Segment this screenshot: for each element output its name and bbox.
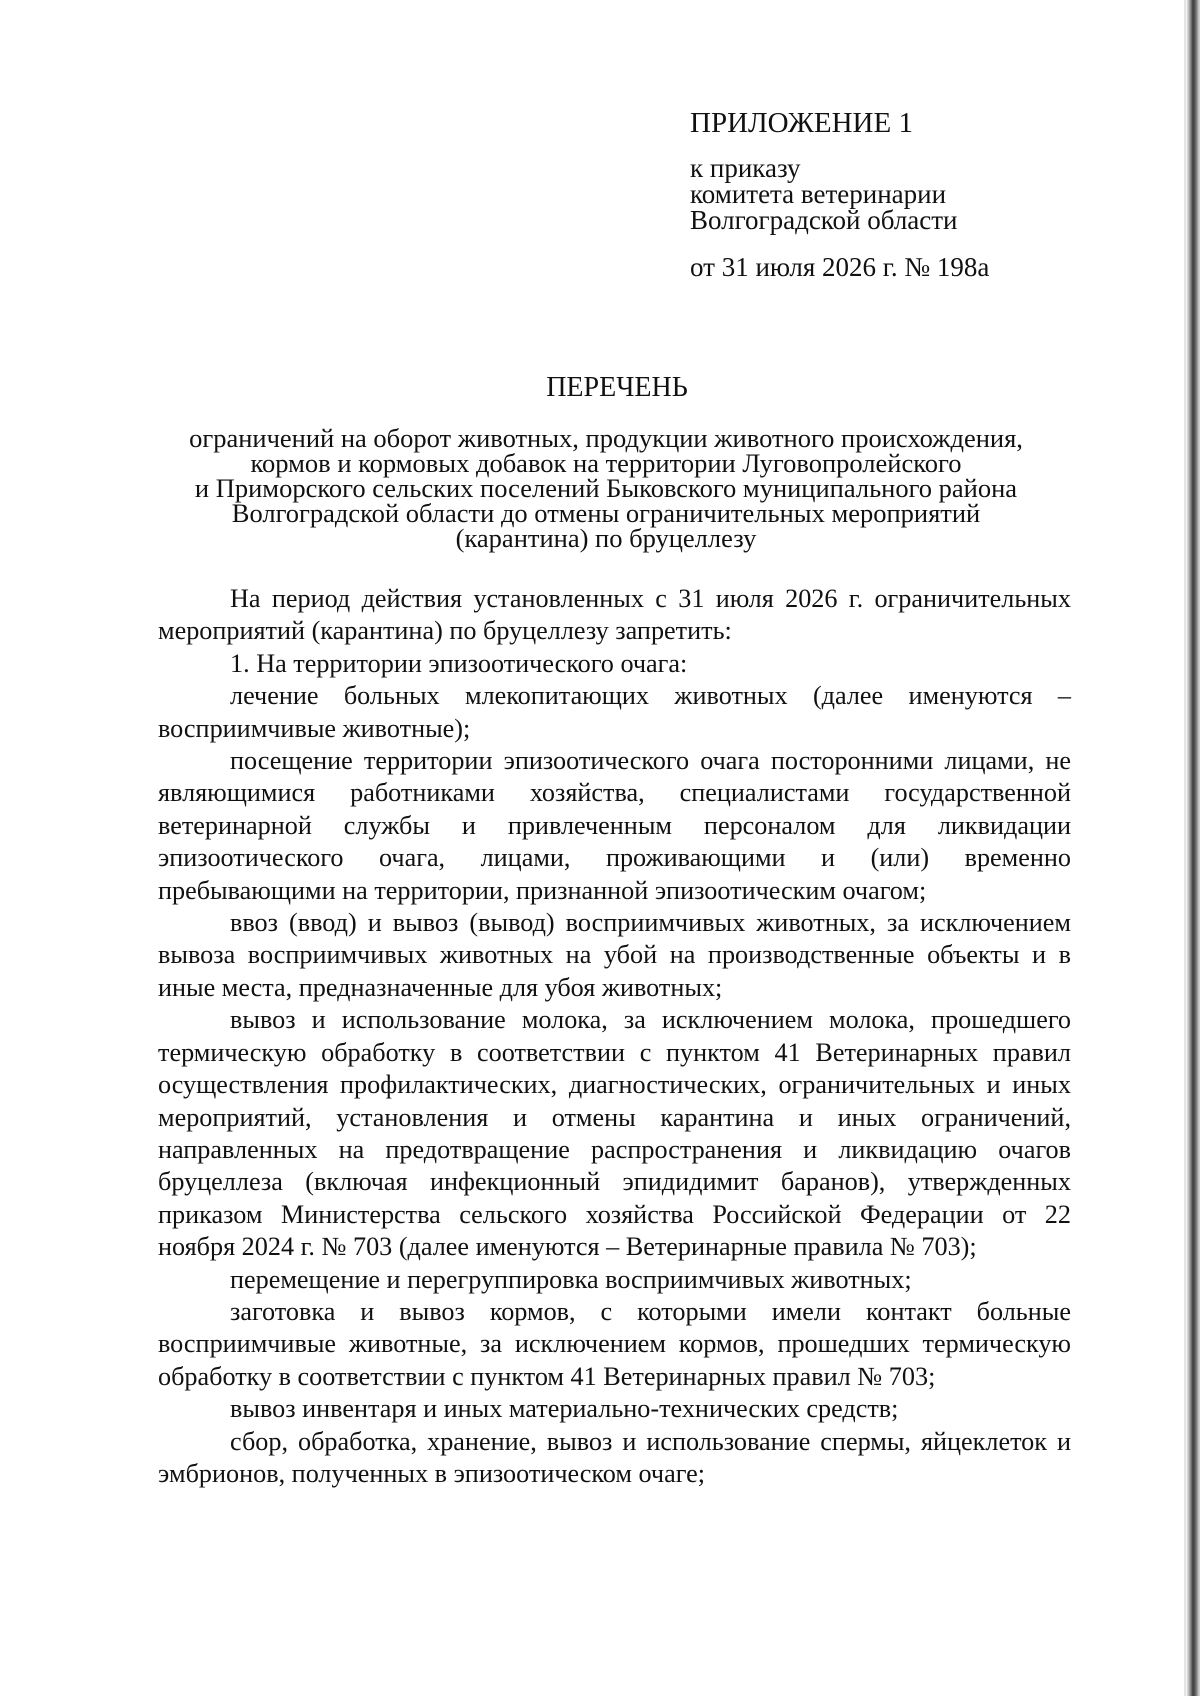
body-paragraph: вывоз и использование молока, за исключением молока, прошедшего термическую обработку в соответствии с пунктом 41 Ветеринарных правил осуществления профилактических, диагностических, ограничительных и иных мероприятий, установления и отмены карантина и иных ограничений, направленных на предотвращение распространения и ликвидацию очагов бруцеллеза (включая инфекционный эпидидимит баранов), утвержденных приказом Министерства сельского хозяйства Российской Федерации от 22 ноября 2024 г. № 703 (далее именуются – Ветеринарные правила № 703); bbox=[158, 1005, 1071, 1262]
subtitle-line: и Приморского сельских поселений Быковского муниципального района bbox=[194, 473, 1018, 503]
body-paragraph: посещение территории эпизоотического очага посторонними лицами, не являющимися работниками хозяйства, специалистами государственной ветеринарной службы и привлеченным персоналом для ликвидации эпизоотического очага, лицами, проживающими и (или) временно пребывающими на территории, признанной эпизоотическим очагом; bbox=[158, 746, 1071, 905]
document-subtitle bbox=[140, 423, 1072, 553]
body-paragraph: заготовка и вывоз кормов, с которыми имели контакт больные восприимчивые животные, за исключением кормов, прошедших термическую обработку в соответствии с пунктом 41 Ветеринарных правил № 703; bbox=[158, 1296, 1071, 1391]
subtitle-line: кормов и кормовых добавок на территории Луговопролейского bbox=[250, 448, 962, 478]
body-paragraph: 1. На территории эпизоотического очага: bbox=[230, 648, 688, 678]
appendix-block bbox=[690, 107, 1130, 282]
body-paragraph: лечение больных млекопитающих животных (далее именуются – восприимчивые животные); bbox=[158, 681, 1071, 743]
subtitle-line: Волгоградской области до отмены ограничительных мероприятий bbox=[231, 498, 981, 528]
subtitle-line: (карантина) по бруцеллезу bbox=[455, 523, 757, 553]
body-paragraph: На период действия установленных с 31 июля 2026 г. ограничительных мероприятий (карантина) по бруцеллезу запретить: bbox=[158, 584, 1071, 646]
body-paragraph: перемещение и перегруппировка восприимчивых животных; bbox=[230, 1264, 912, 1294]
body-paragraph: вывоз инвентаря и иных материально-технических средств; bbox=[230, 1394, 899, 1424]
appendix-line: комитета ветеринарии bbox=[690, 179, 947, 209]
scan-edge bbox=[1186, 0, 1200, 1696]
document-body bbox=[158, 583, 1071, 1490]
appendix-title: ПРИЛОЖЕНИЕ 1 bbox=[690, 107, 913, 139]
appendix-line: Волгоградской области bbox=[690, 205, 958, 235]
body-paragraph: ввоз (ввод) и вывоз (вывод) восприимчивых животных, за исключением вывоза восприимчивых животных на убой на производственные объекты и в иные места, предназначенные для убоя животных; bbox=[158, 908, 1071, 1002]
appendix-date: от 31 июля 2026 г. № 198а bbox=[690, 252, 990, 282]
appendix-line: к приказу bbox=[690, 153, 801, 183]
subtitle-line: ограничений на оборот животных, продукции животного происхождения, bbox=[189, 423, 1023, 453]
document-heading: ПЕРЕЧЕНЬ bbox=[546, 372, 688, 403]
body-paragraph: сбор, обработка, хранение, вывоз и использование спермы, яйцеклеток и эмбрионов, полученных в эпизоотическом очаге; bbox=[158, 1426, 1071, 1488]
